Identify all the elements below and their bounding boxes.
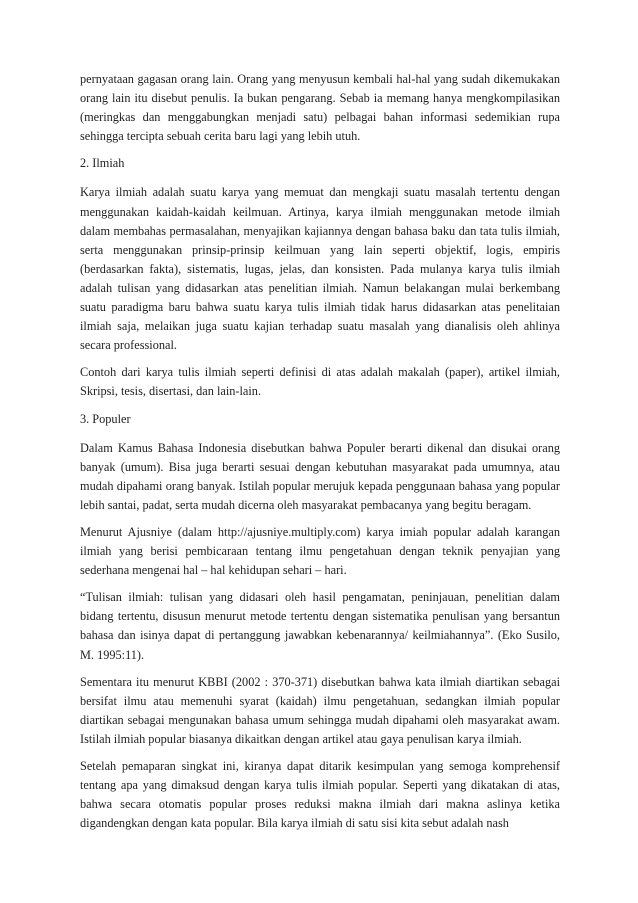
paragraph-conclusion: Setelah pemaparan singkat ini, kiranya dapat ditarik kesimpulan yang semoga komprehensif tentang apa yang dimaksud dengan karya tulis ilmiah popular. Seperti yang dikatakan di atas, bahwa secara otomatis popular proses reduksi makna ilmiah dari makna aslinya ketika digandengkan dengan kata popular. Bila karya ilmiah di satu sisi kita sebut adalah nash bbox=[80, 759, 560, 831]
document-page bbox=[80, 70, 560, 841]
section-heading-populer: 3. Populer bbox=[80, 411, 131, 426]
section-heading-ilmiah: 2. Ilmiah bbox=[80, 156, 125, 171]
paragraph-ilmiah-definition: Karya ilmiah adalah suatu karya yang memuat dan mengkaji suatu masalah tertentu dengan menggunakan kaidah-kaidah keilmuan. Artinya, karya ilmiah menggunakan metode ilmiah dalam membahas permasalahan, menyajikan kajiannya dengan bahasa baku dan tata tulis ilmiah, serta menggunakan prinsip-prinsip keilmuan yang lain seperti objektif, logis, empiris (berdasarkan fakta), sistematis, lugas, jelas, dan konsisten. Pada mulanya karya tulis ilmiah adalah tulisan yang didasarkan atas penelitian ilmiah. Namun belakangan mulai berkembang suatu paradigma baru bahwa suatu karya tulis ilmiah tidak harus didasarkan atas penelitaian ilmiah saja, melaikan juga suatu kajian terhadap suatu masalah yang dianalisis oleh ahlinya secara professional. bbox=[80, 185, 560, 353]
paragraph-populer-kbbi: Dalam Kamus Bahasa Indonesia disebutkan bahwa Populer berarti dikenal dan disukai orang banyak (umum). Bisa juga berarti sesuai dengan kebutuhan masyarakat pada umumnya, atau mudah dipahami orang banyak. Istilah popular merujuk kepada penggunaan bahasa yang popular lebih santai, padat, serta mudah dicerna oleh masyarakat pembacanya yang begitu beragam. bbox=[80, 440, 560, 512]
paragraph-eko-susilo-quote: “Tulisan ilmiah: tulisan yang didasari oleh hasil pengamatan, peninjauan, penelitian dalam bidang tertentu, disusun menurut metode tertentu dengan sistematika penulisan yang bersantun bahasa dan isinya dapat di pertanggung jawabkan kebenarannya/ keilmiahannya”. (Eko Susilo, M. 1995:11). bbox=[80, 590, 560, 662]
paragraph-ajusniye: Menurut Ajusniye (dalam http://ajusniye.multiply.com) karya imiah popular adalah karangan ilmiah yang berisi pembicaraan tentang ilmu pengetahuan dengan teknik penyajian yang sederhana mengenai hal – hal kehidupan sehari – hari. bbox=[80, 524, 560, 578]
paragraph-continuation: pernyataan gagasan orang lain. Orang yang menyusun kembali hal-hal yang sudah dikemukakan orang lain itu disebut penulis. Ia bukan pengarang. Sebab ia memang hanya mengkompilasikan (meringkas dan menggabungkan menjadi satu) pelbagai bahan informasi sedemikian rupa sehingga tercipta sebuah cerita baru lagi yang lebih utuh. bbox=[80, 72, 560, 144]
paragraph-kbbi-ilmiah-popular: Sementara itu menurut KBBI (2002 : 370-371) disebutkan bahwa kata ilmiah diartikan sebagai bersifat ilmu atau memenuhi syarat (kaidah) ilmu pengetahuan, sedangkan ilmiah popular diartikan sebagai mengunakan bahasa umum sehingga mudah dipahami oleh masyarakat awam. Istilah ilmiah popular biasanya dikaitkan dengan artikel atau gaya penulisan karya ilmiah. bbox=[80, 674, 560, 746]
paragraph-ilmiah-examples: Contoh dari karya tulis ilmiah seperti definisi di atas adalah makalah (paper), artikel ilmiah, Skripsi, tesis, disertasi, dan lain-lain. bbox=[80, 365, 560, 399]
